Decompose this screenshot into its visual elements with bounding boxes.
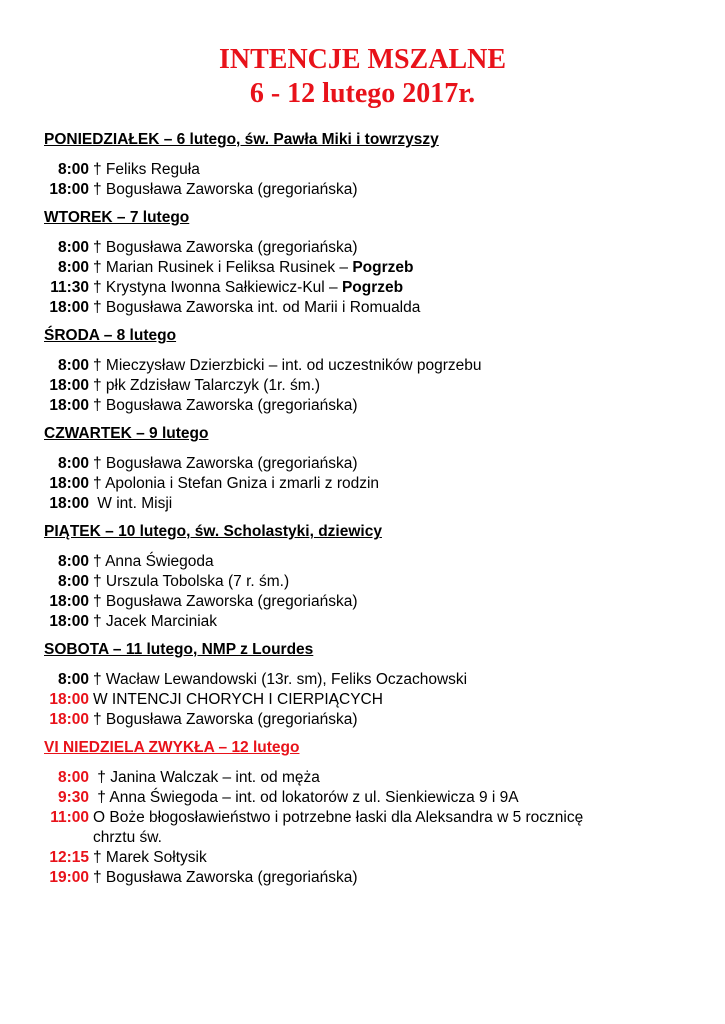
intention-main-text: † Bogusława Zaworska (gregoriańska) xyxy=(93,593,358,610)
intention-text xyxy=(89,278,403,298)
intention-main-text: † Janina Walczak – int. od męża xyxy=(93,769,320,786)
intention-main-text: † Bogusława Zaworska (gregoriańska) xyxy=(93,181,358,198)
intention-main-text: † Feliks Reguła xyxy=(93,161,200,178)
intention-row xyxy=(44,396,694,416)
intention-main-text: W INTENCJI CHORYCH I CIERPIĄCYCH xyxy=(93,691,383,708)
intention-text xyxy=(89,396,357,416)
mass-time: 12:15 xyxy=(49,849,89,866)
day-section xyxy=(44,738,694,888)
day-header: WTOREK – 7 lutego xyxy=(44,209,190,226)
intention-row xyxy=(44,572,694,592)
mass-time: 8:00 xyxy=(57,671,89,688)
intention-continuation: chrztu św. xyxy=(93,829,162,846)
intention-text xyxy=(89,160,200,180)
intention-main-text: † Urszula Tobolska (7 r. śm.) xyxy=(93,573,290,590)
mass-time: 18:00 xyxy=(49,613,89,630)
intention-text xyxy=(89,788,519,808)
mass-time: 18:00 xyxy=(49,181,89,198)
intention-row xyxy=(44,710,694,730)
intention-text xyxy=(89,376,320,396)
intention-row xyxy=(44,278,694,298)
mass-time: 18:00 xyxy=(49,691,89,708)
intention-row xyxy=(44,808,694,828)
page-subtitle-dates: 6 - 12 lutego 2017r. xyxy=(249,78,476,109)
intention-row xyxy=(44,788,694,808)
intention-main-text: W int. Misji xyxy=(93,495,173,512)
intention-row xyxy=(44,670,694,690)
intention-row xyxy=(44,552,694,572)
intention-main-text: † Apolonia i Stefan Gniza i zmarli z rodzin xyxy=(93,475,380,492)
intention-text xyxy=(89,494,172,514)
intention-row xyxy=(44,848,694,868)
intention-row xyxy=(44,258,694,278)
intention-row xyxy=(44,376,694,396)
mass-time: 8:00 xyxy=(57,455,89,472)
mass-time: 8:00 xyxy=(57,259,89,276)
intention-main-text: † Anna Świegoda – int. od lokatorów z ul. Sienkiewicza 9 i 9A xyxy=(93,789,519,806)
day-header: PIĄTEK – 10 lutego, św. Scholastyki, dziewicy xyxy=(44,523,382,540)
intentions-list xyxy=(44,130,694,896)
day-header: SOBOTA – 11 lutego, NMP z Lourdes xyxy=(44,641,314,658)
day-header: CZWARTEK – 9 lutego xyxy=(44,425,209,442)
mass-time: 8:00 xyxy=(57,239,89,256)
intention-main-text: † Bogusława Zaworska (gregoriańska) xyxy=(93,455,358,472)
intention-row xyxy=(44,494,694,514)
day-section xyxy=(44,326,694,416)
intention-text xyxy=(89,612,217,632)
intention-main-text: † Bogusława Zaworska (gregoriańska) xyxy=(93,869,358,886)
mass-time: 18:00 xyxy=(49,475,89,492)
mass-time: 18:00 xyxy=(49,495,89,512)
page-title: INTENCJE MSZALNE xyxy=(218,44,507,75)
day-section xyxy=(44,130,694,200)
intention-row xyxy=(44,298,694,318)
intention-main-text: † Bogusława Zaworska (gregoriańska) xyxy=(93,239,358,256)
intention-note-bold: Pogrzeb xyxy=(341,279,404,296)
day-header: VI NIEDZIELA ZWYKŁA – 12 lutego xyxy=(44,739,300,756)
intention-row xyxy=(44,454,694,474)
intention-main-text: † Bogusława Zaworska (gregoriańska) xyxy=(93,397,358,414)
mass-time: 18:00 xyxy=(49,377,89,394)
mass-time: 18:00 xyxy=(49,711,89,728)
mass-time: 9:30 xyxy=(57,789,89,806)
intention-text xyxy=(89,670,467,690)
intention-row xyxy=(44,592,694,612)
mass-time: 8:00 xyxy=(57,357,89,374)
intention-text xyxy=(89,868,357,888)
mass-time: 8:00 xyxy=(57,769,89,786)
intention-main-text: † Marek Sołtysik xyxy=(93,849,207,866)
intention-row xyxy=(44,768,694,788)
day-header: PONIEDZIAŁEK – 6 lutego, św. Pawła Miki i towrzyszy xyxy=(44,131,439,148)
intention-text xyxy=(89,298,420,318)
intention-row xyxy=(44,690,694,710)
intention-row xyxy=(44,868,694,888)
intention-text xyxy=(89,710,357,730)
day-section xyxy=(44,208,694,318)
mass-time: 11:30 xyxy=(50,279,89,296)
intention-text xyxy=(89,454,357,474)
intention-text xyxy=(89,808,583,828)
intention-text xyxy=(89,180,357,200)
intention-text xyxy=(89,238,357,258)
day-section xyxy=(44,424,694,514)
mass-time: 11:00 xyxy=(50,809,89,826)
intention-row xyxy=(44,160,694,180)
intention-row xyxy=(44,474,694,494)
day-section xyxy=(44,640,694,730)
mass-time: 8:00 xyxy=(57,573,89,590)
mass-time: 8:00 xyxy=(57,553,89,570)
mass-time: 19:00 xyxy=(49,869,89,886)
intention-main-text: † Marian Rusinek i Feliksa Rusinek – xyxy=(93,259,353,276)
intention-text xyxy=(89,848,207,868)
intention-main-text: † Wacław Lewandowski (13r. sm), Feliks Oczachowski xyxy=(93,671,468,688)
day-section xyxy=(44,522,694,632)
intention-text xyxy=(89,356,482,376)
mass-time: 18:00 xyxy=(49,593,89,610)
intention-note-bold: Pogrzeb xyxy=(352,259,414,276)
intention-main-text: † Jacek Marciniak xyxy=(93,613,218,630)
intention-text xyxy=(89,258,413,278)
intention-text xyxy=(89,768,320,788)
mass-time: 18:00 xyxy=(49,397,89,414)
intention-text xyxy=(89,690,383,710)
intention-row xyxy=(44,356,694,376)
intention-main-text: † Bogusława Zaworska int. od Marii i Romualda xyxy=(93,299,421,316)
intention-text xyxy=(89,474,379,494)
intention-text xyxy=(89,572,289,592)
intention-text xyxy=(89,592,357,612)
intention-main-text: O Boże błogosławieństwo i potrzebne łaski dla Aleksandra w 5 rocznicę xyxy=(93,809,584,826)
mass-time: 8:00 xyxy=(57,161,89,178)
intention-row xyxy=(44,180,694,200)
intention-row xyxy=(44,238,694,258)
day-header: ŚRODA – 8 lutego xyxy=(44,327,177,344)
intention-main-text: † płk Zdzisław Talarczyk (1r. śm.) xyxy=(93,377,321,394)
intention-main-text: † Anna Świegoda xyxy=(93,553,214,570)
intention-row xyxy=(44,612,694,632)
intention-text xyxy=(89,552,214,572)
intention-main-text: † Mieczysław Dzierzbicki – int. od uczestników pogrzebu xyxy=(93,357,482,374)
intention-main-text: † Bogusława Zaworska (gregoriańska) xyxy=(93,711,358,728)
intention-main-text: † Krystyna Iwonna Sałkiewicz-Kul – xyxy=(93,279,342,296)
mass-time: 18:00 xyxy=(49,299,89,316)
